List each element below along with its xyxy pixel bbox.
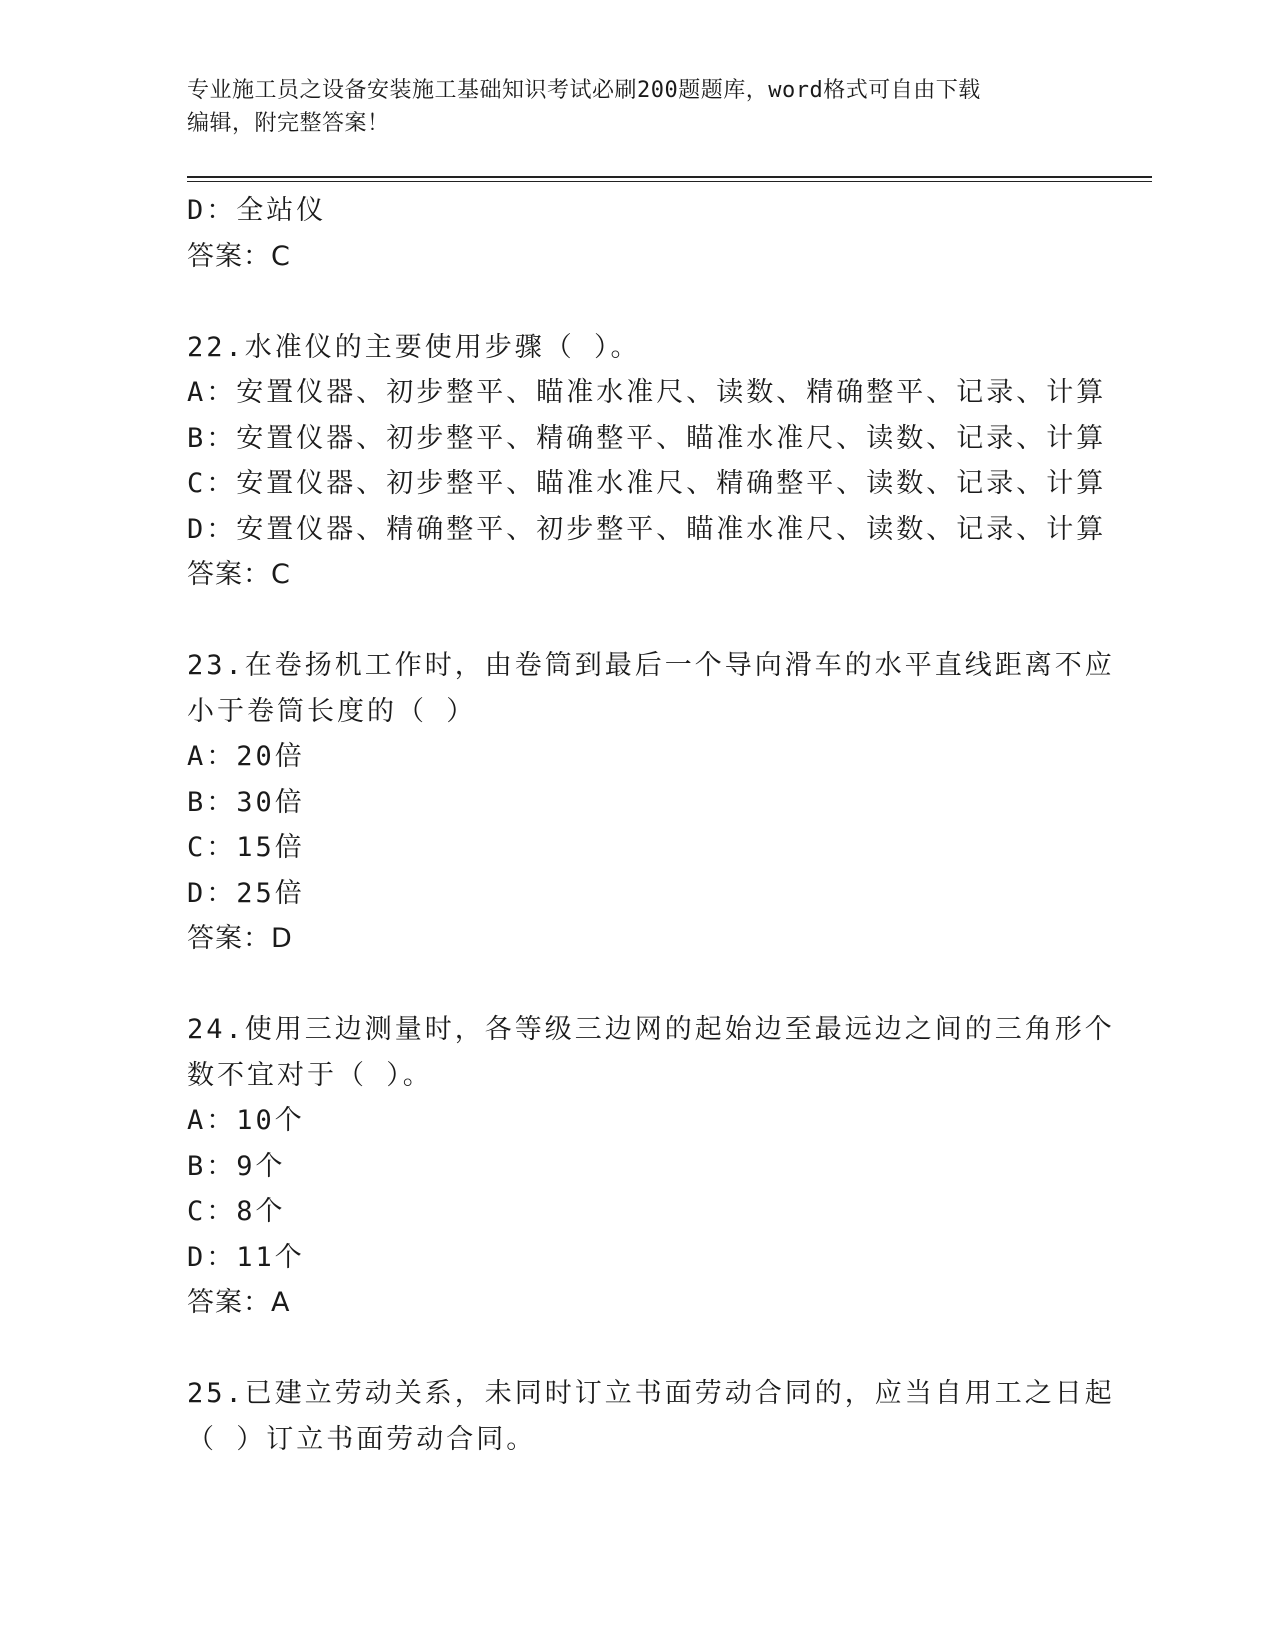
header-divider-thick bbox=[187, 176, 1152, 178]
q22-option-a: A：安置仪器、初步整平、瞄准水准尺、读数、精确整平、记录、计算 bbox=[187, 377, 1107, 408]
q22-stem: 22.水准仪的主要使用步骤（ ）。 bbox=[187, 331, 641, 363]
q23-option-a: A：20倍 bbox=[187, 741, 305, 772]
q22-option-b: B：安置仪器、初步整平、精确整平、瞄准水准尺、读数、记录、计算 bbox=[187, 422, 1107, 454]
q23-stem-line-2: 小于卷筒长度的（ ） bbox=[187, 695, 477, 727]
q22-answer: 答案：C bbox=[187, 559, 291, 590]
spacer bbox=[187, 279, 1087, 325]
q23-option-b: B：30倍 bbox=[187, 786, 305, 818]
q22-option-c: C：安置仪器、初步整平、瞄准水准尺、精确整平、读数、记录、计算 bbox=[187, 468, 1107, 499]
q24-option-c: C：8个 bbox=[187, 1196, 286, 1227]
q24-option-a: A：10个 bbox=[187, 1105, 305, 1136]
q21-answer: 答案：C bbox=[187, 240, 291, 272]
q23-stem-line-1: 23.在卷扬机工作时，由卷筒到最后一个导向滑车的水平直线距离不应 bbox=[187, 650, 1115, 681]
header-divider-thin bbox=[187, 181, 1152, 182]
header-line-2: 编辑，附完整答案！ bbox=[187, 111, 390, 136]
q24-option-d: D：11个 bbox=[187, 1241, 305, 1273]
document-header bbox=[187, 74, 1067, 140]
question-content bbox=[187, 188, 1115, 1462]
q23-option-c: C：15倍 bbox=[187, 832, 305, 863]
q23-answer: 答案：D bbox=[187, 923, 293, 954]
q24-stem-line-1: 24.使用三边测量时，各等级三边网的起始边至最远边之间的三角形个 bbox=[187, 1014, 1115, 1045]
q24-option-b: B：9个 bbox=[187, 1150, 286, 1182]
header-line-1: 专业施工员之设备安装施工基础知识考试必刷200题题库，word格式可自由下载 bbox=[187, 78, 981, 103]
q24-answer: 答案：A bbox=[187, 1287, 291, 1318]
q25-stem-line-1: 25.已建立劳动关系，未同时订立书面劳动合同的，应当自用工之日起 bbox=[187, 1378, 1115, 1409]
q23-option-d: D：25倍 bbox=[187, 877, 305, 909]
spacer bbox=[187, 962, 1087, 1008]
q22-option-d: D：安置仪器、精确整平、初步整平、瞄准水准尺、读数、记录、计算 bbox=[187, 513, 1107, 545]
spacer bbox=[187, 1326, 1087, 1372]
q25-stem-line-2: （ ）订立书面劳动合同。 bbox=[187, 1423, 537, 1455]
spacer bbox=[187, 598, 1087, 644]
q21-option-d: D：全站仪 bbox=[187, 195, 327, 226]
q24-stem-line-2: 数不宜对于（ ）。 bbox=[187, 1059, 433, 1091]
